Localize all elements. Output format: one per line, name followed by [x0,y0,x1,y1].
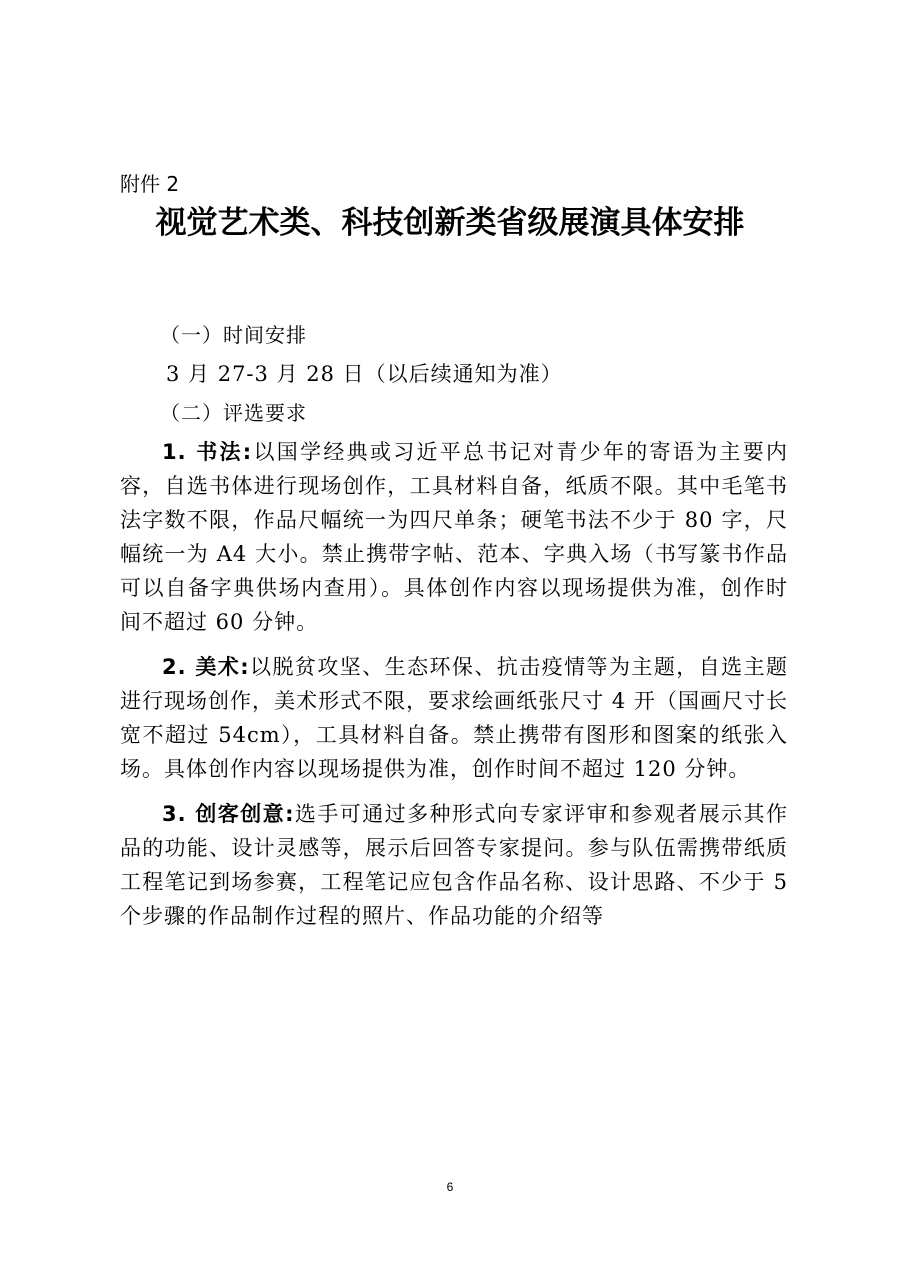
section-heading-requirements: （二）评选要求 [160,401,307,425]
spacer [120,639,788,650]
requirement-paragraph-art [120,650,788,786]
requirement-label: 2. 美术: [162,655,250,679]
requirement-text: 选手可通过多种形式向专家评审和参观者展示其作品的功能、设计灵感等，展示后回答专家提问。参与队伍需携带纸质工程笔记到场参赛，工程笔记应包含作品名称、设计思路、不少于 5 个步骤的作品制作过程的照片、作品功能的介绍等 [120,802,788,928]
requirement-label: 1. 书法: [162,440,253,464]
requirement-paragraph-calligraphy [120,435,788,639]
document-title: 视觉艺术类、科技创新类省级展演具体安排 [155,205,745,241]
page-number: 6 [446,1180,454,1194]
requirement-text: 以脱贫攻坚、生态环保、抗击疫情等为主题，自选主题进行现场创作，美术形式不限，要求绘画纸张尺寸 4 开（国画尺寸长宽不超过 54cm），工具材料自备。禁止携带有图形和图案的纸张入场。具体创作内容以现场提供为准，创作时间不超过 120 分钟。 [120,655,788,781]
spacer [120,786,788,797]
attachment-label: 附件 2 [120,172,180,196]
document-body [120,318,788,933]
requirement-label: 3. 创客创意: [162,802,295,826]
schedule-text: 3 月 27-3 月 28 日（以后续通知为准） [166,362,563,386]
requirement-text: 以国学经典或习近平总书记对青少年的寄语为主要内容，自选书体进行现场创作，工具材料自备，纸质不限。其中毛笔书法字数不限，作品尺幅统一为四尺单条；硬笔书法不少于 80 字，尺幅统一为 A4 大小。禁止携带字帖、范本、字典入场（书写篆书作品可以自备字典供场内查用）。具体创作内容以现场提供为准，创作时间不超过 60 分钟。 [120,440,788,634]
section-heading-schedule: （一）时间安排 [160,323,307,347]
requirement-paragraph-maker [120,797,788,933]
